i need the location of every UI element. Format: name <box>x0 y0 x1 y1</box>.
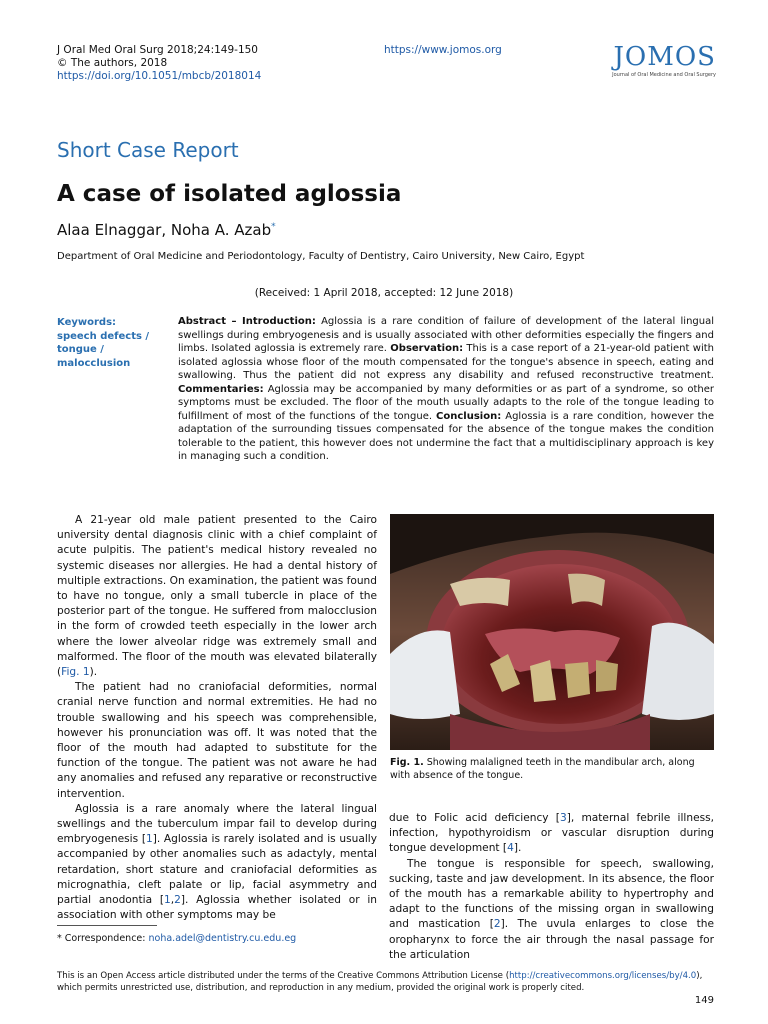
keyword-item: malocclusion <box>57 357 131 369</box>
citation-link[interactable]: 3 <box>559 812 567 824</box>
license-notice <box>57 970 717 994</box>
body-text: ]. Aglossia is rarely isolated and is usually accompanied by other anomalies such as adactyly, mental retardation, short stature and craniofacial deformities as micrognathia, cleft palate or lip, facial asymmetry and partial anodontia [ <box>57 833 377 907</box>
body-paragraph <box>389 857 714 963</box>
corresponding-author-mark[interactable]: * <box>271 222 276 232</box>
body-text: ). <box>89 666 98 679</box>
correspondence-label: * Correspondence: <box>57 933 149 944</box>
license-text: ), which permits unrestricted use, distribution, and reproduction in any medium, provided the original work is properly cited. <box>57 971 703 993</box>
body-paragraph <box>57 802 377 924</box>
abstract-conclusion-text: Aglossia is a rare condition, however the adaptation of the surrounding tissues compensated for the absence of the tongue makes the condition tolerable to the patient, this however does not undermine the fact that a multidisciplinary approach is key in managing such a condition. <box>178 410 714 462</box>
authors-names: Alaa Elnaggar, Noha A. Azab <box>57 221 272 239</box>
body-paragraph: The patient had no craniofacial deformities, normal cranial nerve function and normal extremities. He had no trouble swallowing and his speech was comprehensible, however his pronunciation was off. It was noted that the floor of the mouth had adapted to substitute for the function of the tongue. The patient was not aware he had any anomalies and refused any reparative or reconstructive intervention. <box>57 681 377 800</box>
abstract <box>178 315 714 464</box>
abstract-observation-text: This is a case report of a 21-year-old patient with isolated aglossia whose floor of the mouth compensated for the tongue's absence in speech, eating and swallowing. Thus the patient did not express any disability and refused reconstructive treatment. <box>178 343 714 381</box>
page-number: 149 <box>694 995 714 1006</box>
citation-link[interactable]: 2 <box>174 894 181 907</box>
body-column-right <box>389 811 714 963</box>
mouth-photo-illustration <box>390 514 714 750</box>
figure-1-photo <box>390 514 714 750</box>
abstract-intro-text: Aglossia is a rare condition of failure of development of the lateral lingual swellings during embryogenesis and is usually associated with other deformities especially the fingers and limbs. Isolated aglossia is extremely rare. <box>178 316 715 354</box>
journal-meta <box>57 44 261 83</box>
body-text: ]. <box>513 842 522 855</box>
keywords-box <box>57 316 157 370</box>
figure-label: Fig. 1. <box>390 757 424 768</box>
abstract-conclusion-heading: Conclusion: <box>436 410 502 422</box>
citation-link[interactable]: 1 <box>163 894 171 907</box>
copyright-line: © The authors, 2018 <box>57 57 168 69</box>
correspondence-footnote <box>57 933 296 944</box>
body-text: A 21-year old male patient presented to the Cairo university dental diagnosis clinic with a chief complaint of acute pulpitis. The patient's medical history revealed no systemic diseases nor allergies. He had a dental history of multiple extractions. On examination, the patient was found to have no tongue, only a small tubercle in place of the posterior part of the tongue. He suffered from malocclusion in the form of crowded teeth especially in the lower arch where the lower alveolar ridge was extremely small and malformed. The floor of the mouth was elevated bilaterally ( <box>57 514 377 679</box>
affiliation: Department of Oral Medicine and Periodontology, Faculty of Dentistry, Cairo University, New Cairo, Egypt <box>57 251 585 262</box>
citation-link[interactable]: 2 <box>493 918 501 931</box>
body-paragraph <box>57 513 377 680</box>
body-text: Aglossia is a rare anomaly where the lateral lingual swellings and the tuberculum impar fail to develop during embryogenesis [ <box>57 802 377 846</box>
keyword-item: tongue / <box>57 344 104 355</box>
correspondence-email-link[interactable]: noha.adel@dentistry.cu.edu.eg <box>148 933 297 944</box>
keywords-label: Keywords: <box>57 317 117 328</box>
article-title: A case of isolated aglossia <box>57 181 402 207</box>
abstract-commentaries-text: Aglossia may be accompanied by many deformities or as part of a syndrome, so other symptoms must be excluded. The floor of the mouth usually adapts to the role of the tongue leading to fulfillment of most of the functions of the tongue. <box>178 383 714 422</box>
body-text: ], maternal febrile illness, infection, hypothyroidism or vascular disruption during tongue development [ <box>389 812 714 855</box>
keyword-item: speech defects / <box>57 330 150 342</box>
body-text: ]. Aglossia whether isolated or in association with other symptoms may be <box>57 894 377 922</box>
logo-subtitle: Journal of Oral Medicine and Oral Surgery <box>612 72 716 78</box>
journal-logo <box>606 44 716 78</box>
doi-link[interactable]: https://doi.org/10.1051/mbcb/2018014 <box>57 70 262 82</box>
body-text: ]. The uvula enlarges to close the oropharynx to force the air through the nasal passage for the articulation <box>389 918 714 961</box>
abstract-observation-heading: Observation: <box>390 343 464 354</box>
abstract-intro-heading: Abstract – Introduction: <box>178 316 316 327</box>
body-column-left <box>57 513 377 923</box>
body-text: due to Folic acid deficiency [ <box>389 812 560 824</box>
figure-1-caption <box>390 757 714 782</box>
body-text: , <box>170 894 175 907</box>
license-text: This is an Open Access article distributed under the terms of the Creative Commons Attribution License ( <box>57 971 510 981</box>
figure-caption-text: Showing malaligned teeth in the mandibular arch, along with absence of the tongue. <box>390 757 695 781</box>
figure-reference-link[interactable]: Fig. 1 <box>61 666 90 679</box>
citation-link[interactable]: 4 <box>507 842 514 855</box>
body-paragraph <box>389 811 714 857</box>
section-heading: Short Case Report <box>57 138 239 162</box>
received-dates: (Received: 1 April 2018, accepted: 12 June 2018) <box>254 287 514 299</box>
license-url-link[interactable]: http://creativecommons.org/licenses/by/4.0 <box>509 971 697 981</box>
abstract-commentaries-heading: Commentaries: <box>178 383 264 395</box>
journal-citation: J Oral Med Oral Surg 2018;24:149-150 <box>57 44 258 56</box>
journal-url-link[interactable]: https://www.jomos.org <box>384 44 502 56</box>
body-text: The tongue is responsible for speech, swallowing, sucking, taste and jaw development. In its absence, the floor of the mouth has a remarkable ability to hypertrophy and adapt to the functions of the missing organ in swallowing and mastication [ <box>389 857 714 931</box>
author-list <box>57 221 276 239</box>
citation-link[interactable]: 1 <box>145 833 153 846</box>
logo-name: JOMOS <box>613 42 716 72</box>
footnote-divider <box>57 925 157 926</box>
